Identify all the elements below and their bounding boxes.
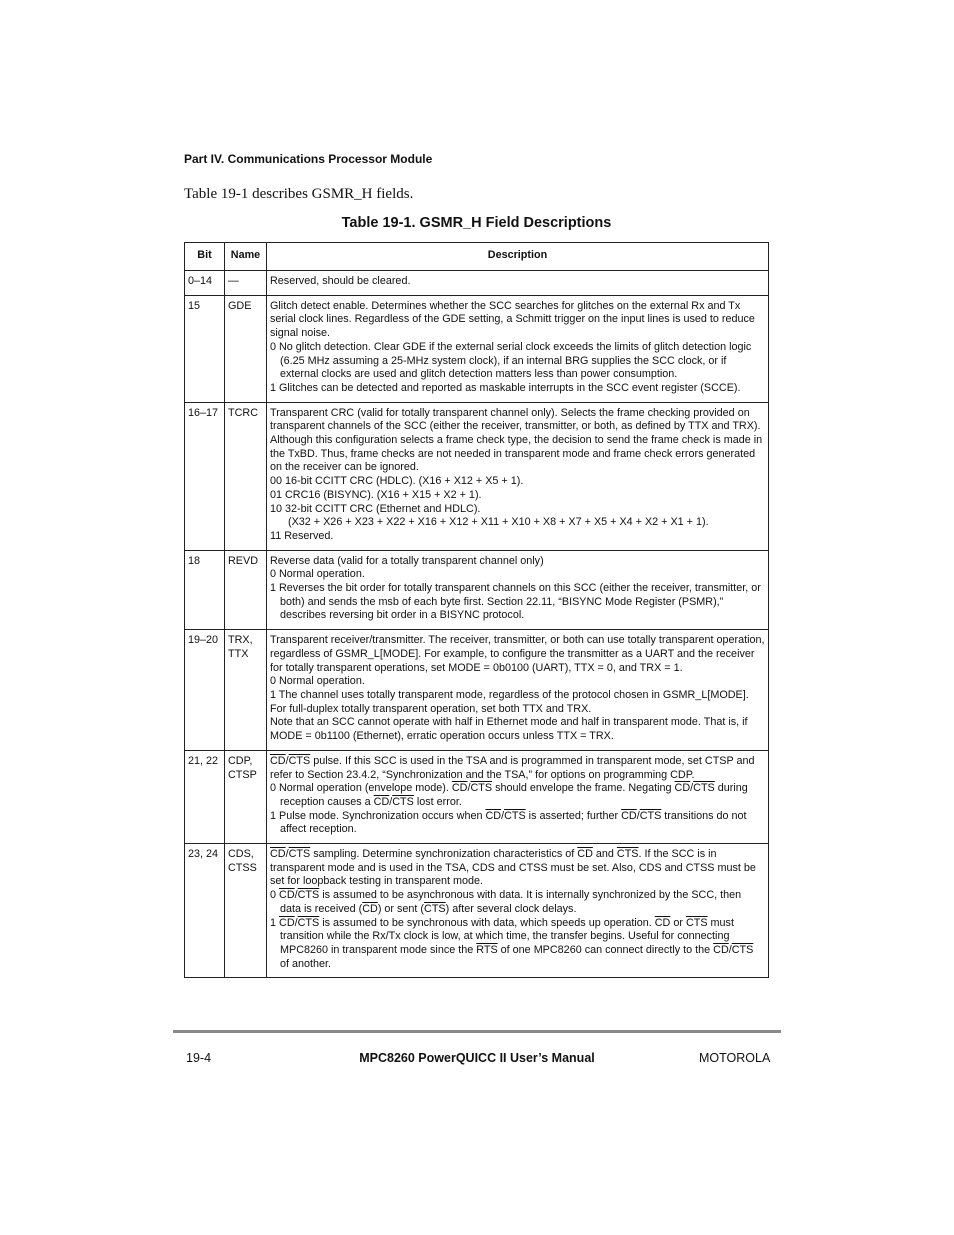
signal-name: $\overline{CD}$ bbox=[713, 943, 729, 956]
text-fragment: . If the SCC is in transparent mode and is used in the TSA, CDS and CTSS must be set. Also, CDS and CTSS must be set for loopback testing in transparent mode. bbox=[270, 848, 756, 888]
description-cell bbox=[267, 271, 769, 296]
description-line: 1 Reverses the bit order for totally transparent channels on this SCC (either the receiver, transmitter, or both) and sends the msb of each byte first. Section 22.11, “BISYNC Mode Register (PSMR),” describes reversing bit order in a BISYNC protocol. bbox=[270, 582, 761, 622]
name-line: CTSS bbox=[228, 861, 257, 874]
description-cell bbox=[267, 402, 769, 550]
text-fragment: is asserted; further bbox=[525, 809, 622, 822]
signal-name: $\overline{CTS}$ bbox=[616, 848, 639, 861]
signal-name: $\overline{CTS}$ bbox=[731, 943, 754, 956]
name-line: TTX bbox=[228, 647, 249, 660]
signal-name: $\overline{CD}$ bbox=[674, 782, 691, 795]
signal-name: $\overline{CD}$ bbox=[451, 782, 468, 795]
signal-name: $\overline{CTS}$ bbox=[392, 795, 414, 808]
name-line: TRX, bbox=[228, 634, 253, 647]
signal-name: $\overline{CTS}$ bbox=[685, 916, 708, 929]
text-fragment: during reception causes a bbox=[280, 782, 748, 808]
text-fragment: ) or sent ( bbox=[377, 902, 425, 915]
signal-name: $\overline{CTS}$ bbox=[504, 809, 526, 822]
text-fragment: / bbox=[294, 889, 298, 902]
signal-name: $\overline{CD}$ bbox=[485, 809, 502, 822]
column-header-name: Name bbox=[225, 243, 267, 271]
signal-name: $\overline{CD}$ bbox=[654, 916, 671, 929]
description-line: 10 32-bit CCITT CRC (Ethernet and HDLC). bbox=[270, 502, 481, 515]
description-line: 01 CRC16 (BISYNC). (X16 + X15 + X2 + 1). bbox=[270, 488, 482, 501]
description-line bbox=[270, 810, 765, 837]
text-fragment: 0 Normal operation (envelope mode). bbox=[270, 782, 452, 795]
table-row bbox=[185, 844, 769, 978]
table-row bbox=[185, 550, 769, 630]
table-row bbox=[185, 750, 769, 843]
name-cell bbox=[225, 750, 267, 843]
description-cell bbox=[267, 630, 769, 751]
field-table bbox=[184, 242, 769, 978]
signal-name: $\overline{CD}$ bbox=[373, 795, 390, 808]
text-fragment: / bbox=[690, 782, 694, 795]
signal-name: $\overline{RTS}$ bbox=[476, 943, 498, 956]
table-row bbox=[185, 271, 769, 296]
table-row bbox=[185, 402, 769, 550]
signal-name: $\overline{CTS}$ bbox=[470, 782, 493, 795]
name-cell: GDE bbox=[225, 295, 267, 402]
signal-name: $\overline{CTS}$ bbox=[288, 848, 311, 861]
text-fragment: or bbox=[670, 916, 686, 929]
text-fragment: lost error. bbox=[413, 795, 462, 808]
description-line bbox=[270, 889, 765, 916]
signal-name: $\overline{CD}$ bbox=[270, 848, 286, 861]
description-line: 0 No glitch detection. Clear GDE if the external serial clock exceeds the limits of glitch detection logic (6.25 MHz assuming a 25-MHz system clock), if an internal BRG supplies the SCC clock, or if external clocks are used and glitch detection matters less than power consumption. bbox=[270, 340, 752, 381]
signal-name: $\overline{CD}$ bbox=[577, 848, 593, 861]
text-fragment: 1 bbox=[270, 916, 280, 929]
text-fragment: / bbox=[501, 809, 505, 822]
signal-name: $\overline{CD}$ bbox=[362, 902, 378, 915]
manual-title: MPC8260 PowerQUICC II User’s Manual bbox=[359, 1051, 595, 1065]
bit-cell: 21, 22 bbox=[185, 750, 225, 843]
company-name: MOTOROLA bbox=[699, 1051, 771, 1065]
bit-cell: 18 bbox=[185, 550, 225, 630]
table-header-row bbox=[185, 243, 769, 271]
name-cell bbox=[225, 844, 267, 978]
name-line: CTSP bbox=[228, 768, 257, 781]
signal-name: $\overline{CTS}$ bbox=[297, 916, 320, 929]
signal-name: $\overline{CTS}$ bbox=[424, 902, 446, 915]
text-fragment: / bbox=[467, 782, 471, 795]
text-fragment: of another. bbox=[280, 957, 332, 970]
description-line: Transparent CRC (valid for totally transparent channel only). Selects the frame checking provided on transparent channels of the SCC (either the receiver, transmitter, or both, as defined by TTX and TRX). Although this configuration selects a frame check type, the decision to send the frame check is made in the TxBD. Thus, frame checks are not needed in transparent mode and frame check errors generated on the receiver can be ignored. bbox=[270, 406, 763, 474]
footer-rule bbox=[173, 1030, 781, 1033]
description-cell bbox=[267, 750, 769, 843]
signal-name: $\overline{CD}$ bbox=[621, 809, 637, 822]
description-line: Note that an SCC cannot operate with half in Ethernet mode and half in transparent mode. That is, if MODE = 0b1100 (Ethernet), erratic operation occurs unless TTX = TRX. bbox=[270, 716, 748, 743]
description-line: Reverse data (valid for a totally transparent channel only) bbox=[270, 554, 544, 567]
bit-cell: 0–14 bbox=[185, 271, 225, 296]
text-fragment: of one MPC8260 can connect directly to the bbox=[497, 943, 714, 956]
description-line: Transparent receiver/transmitter. The receiver, transmitter, or both can use totally transparent operation, regardless of GSMR_L[MODE]. For example, to configure the transmitter as a UART and the receiver for totally transparent operations, set MODE = 0b0100 (UART), TTX = 0, and TRX = 1. bbox=[270, 634, 765, 674]
text-fragment: sampling. Determine synchronization characteristics of bbox=[310, 848, 578, 861]
bit-cell: 16–17 bbox=[185, 402, 225, 550]
name-cell bbox=[225, 630, 267, 751]
description-line: 1 Glitches can be detected and reported as maskable interrupts in the SCC event register (SCCE). bbox=[270, 381, 741, 394]
text-fragment: is assumed to be synchronous with data, which speeds up operation. bbox=[319, 916, 655, 929]
description-cell bbox=[267, 844, 769, 978]
text-fragment: / bbox=[285, 754, 289, 767]
column-header-bit: Bit bbox=[185, 243, 225, 271]
text-fragment: transitions do not affect reception. bbox=[280, 809, 747, 836]
text-fragment: ) after several clock delays. bbox=[445, 902, 577, 915]
text-fragment: / bbox=[728, 943, 732, 956]
name-line: CDS, bbox=[228, 848, 254, 861]
table-title: Table 19-1. GSMR_H Field Descriptions bbox=[341, 215, 612, 231]
description-line: 00 16-bit CCITT CRC (HDLC). (X16 + X12 + X5 + 1). bbox=[270, 475, 524, 488]
description-cell bbox=[267, 295, 769, 402]
column-header-description: Description bbox=[267, 243, 769, 271]
text-fragment: / bbox=[285, 848, 289, 861]
page-number: 19-4 bbox=[186, 1051, 212, 1065]
description-line: (X32 + X26 + X23 + X22 + X16 + X12 + X11 + X10 + X8 + X7 + X5 + X4 + X2 + X1 + 1). bbox=[288, 516, 709, 529]
table-row bbox=[185, 630, 769, 751]
name-cell: — bbox=[225, 271, 267, 296]
description-line: 1 The channel uses totally transparent mode, regardless of the protocol chosen in GSMR_L[MODE]. For full-duplex totally transparent operation, set both TTX and TRX. bbox=[270, 688, 749, 715]
description-line: 11 Reserved. bbox=[270, 529, 334, 542]
bit-cell: 23, 24 bbox=[185, 844, 225, 978]
description-line: Reserved, should be cleared. bbox=[270, 275, 411, 287]
description-line bbox=[270, 782, 765, 809]
description-line bbox=[270, 917, 765, 972]
signal-name: $\overline{CTS}$ bbox=[639, 809, 662, 822]
name-line: CDP, bbox=[228, 754, 253, 767]
text-fragment: / bbox=[636, 809, 640, 822]
name-cell: TCRC bbox=[225, 402, 267, 550]
signal-name: $\overline{CD}$ bbox=[270, 754, 286, 767]
intro-text: Table 19-1 describes GSMR_H fields. bbox=[184, 186, 414, 202]
description-line: 0 Normal operation. bbox=[270, 675, 365, 688]
text-fragment: must transition while the Rx/Tx clock is low, at which time, the transfer begins. Useful for connecting MPC8260 in transparent mode since the bbox=[280, 916, 734, 956]
text-fragment: should envelope the frame. Negating bbox=[492, 782, 675, 795]
signal-name: $\overline{CD}$ bbox=[279, 916, 295, 929]
signal-name: $\overline{CD}$ bbox=[279, 889, 295, 902]
description-line: 0 Normal operation. bbox=[270, 568, 365, 581]
text-fragment: and bbox=[592, 848, 617, 861]
text-fragment: 0 bbox=[270, 889, 280, 902]
name-cell: REVD bbox=[225, 550, 267, 630]
text-fragment: 1 Pulse mode. Synchronization occurs when bbox=[270, 809, 486, 822]
description-line bbox=[270, 848, 765, 889]
text-fragment: / bbox=[389, 795, 393, 808]
running-head: Part IV. Communications Processor Module bbox=[184, 152, 433, 166]
signal-name: $\overline{CTS}$ bbox=[297, 889, 320, 902]
description-line bbox=[270, 755, 765, 782]
text-fragment: pulse. If this SCC is used in the TSA and is programmed in transparent mode, set CTSP and refer to Section 23.4.2, “Synchronization and the TSA,” for options on programming CDP. bbox=[270, 754, 755, 781]
text-fragment: is assumed to be asynchronous with data. It is internally synchronized by the SCC, then data is received ( bbox=[280, 889, 742, 915]
signal-name: $\overline{CTS}$ bbox=[693, 782, 715, 795]
bit-cell: 19–20 bbox=[185, 630, 225, 751]
table-row bbox=[185, 295, 769, 402]
bit-cell: 15 bbox=[185, 295, 225, 402]
description-line: Glitch detect enable. Determines whether the SCC searches for glitches on the external Rx and Tx serial clock lines. Regardless of the GDE setting, a Schmitt trigger on the input lines is used to reduce signal noise. bbox=[270, 299, 755, 340]
signal-name: $\overline{CTS}$ bbox=[288, 754, 311, 767]
text-fragment: / bbox=[294, 916, 298, 929]
description-cell bbox=[267, 550, 769, 630]
